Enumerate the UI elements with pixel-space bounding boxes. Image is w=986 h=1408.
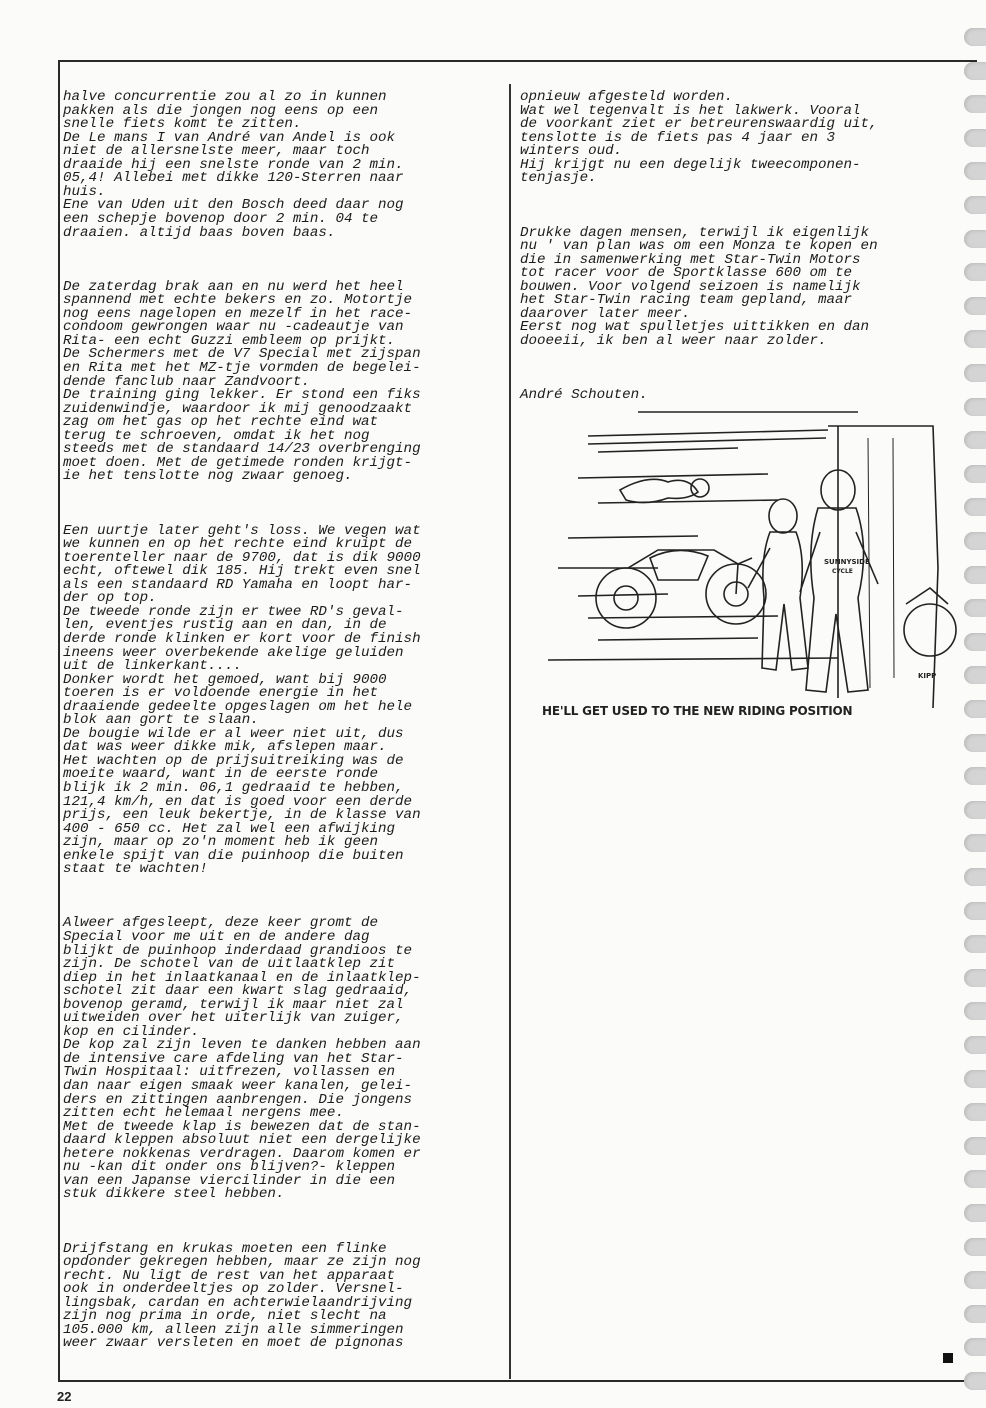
paragraph: De zaterdag brak aan en nu werd het heel spannend met echte bekers en zo. Motortje nog eens nagelopen en mezelf in het race- condoom gewrongen waar nu -cadeautje van Rita- een echt Guzzi embleem op prijkt. De Schermers met de V7 Special met zijspan en Rita met het MZ-tje vormden de begelei- dende fanclub naar Zandvoort. De training ging lekker. Er stond een fiks zuidenwindje, waardoor ik mij genoodzaakt zag om het gas op het rechte eind wat terug te schroeven, omdat ik het nog steeds met de standaard 14/23 overbrenging moet doen. Met de getimede ronden krijgt- ie het tenslotte nog zwaar genoeg.: [63, 278, 421, 485]
binder-hole: [964, 1305, 986, 1323]
binder-hole: [964, 1103, 986, 1121]
binder-hole: [964, 330, 986, 348]
binder-hole: [964, 767, 986, 785]
end-of-article-mark: [943, 1353, 953, 1363]
left-column: [63, 64, 503, 1378]
binder-hole: [964, 1002, 986, 1020]
binder-hole: [964, 700, 986, 718]
binder-hole: [964, 1372, 986, 1390]
binder-hole: [964, 599, 986, 617]
binder-hole: [964, 431, 986, 449]
binder-hole: [964, 263, 986, 281]
paragraph: halve concurrentie zou al zo in kunnen pakken als die jongen nog eens op een snelle fiets komt te zitten. De Le mans I van André van Andel is ook niet de allersnelste meer, maar toch draaide hij een snelste ronde van 2 min. 05,4! Allebei met dikke 120-Sterren naar huis. Ene van Uden uit den Bosch deed daar nog een schepje bovenop door 2 min. 04 te draaien. altijd baas boven baas.: [63, 89, 404, 241]
binder-hole: [964, 465, 986, 483]
binder-hole: [964, 1271, 986, 1289]
binder-hole: [964, 297, 986, 315]
binder-hole: [964, 498, 986, 516]
binder-hole: [964, 1204, 986, 1222]
binder-hole: [964, 1036, 986, 1054]
cartoon-caption: HE'LL GET USED TO THE NEW RIDING POSITION: [542, 704, 853, 718]
binder-hole: [964, 801, 986, 819]
binder-hole: [964, 969, 986, 987]
binder-holes: [964, 28, 986, 1408]
binder-hole: [964, 532, 986, 550]
binder-hole: [964, 1170, 986, 1188]
binder-hole: [964, 62, 986, 80]
binder-hole: [964, 566, 986, 584]
binder-hole: [964, 364, 986, 382]
paragraph: Drijfstang en krukas moeten een flinke opdonder gekregen hebben, maar ze zijn nog recht. Nu ligt de rest van het apparaat ook in onderdeeltjes op zolder. Versnel- lingsbak, cardan en achterwielaandrijving zijn nog prima in orde, niet slecht na 105.000 km, alleen zijn alle simmeringen weer zwaar versleten en moet de pignonas: [63, 1240, 421, 1352]
artist-signature: KIPP: [918, 672, 937, 680]
binder-hole: [964, 1137, 986, 1155]
author-signature: André Schouten.: [520, 387, 648, 404]
binder-hole: [964, 1070, 986, 1088]
binder-hole: [964, 129, 986, 147]
column-divider: [509, 84, 511, 1379]
binder-hole: [964, 734, 986, 752]
paragraph: Een uurtje later geht's loss. We vegen wat we kunnen en op het rechte eind kruipt de toerenteller naar de 9700, dat is dik 9000 echt, oftewel dik 185. Hij trekt even snel als een standaard RD Yamaha en loopt har- der op top. De tweede ronde zijn er twee RD's geval- len, eventjes rustig aan en dan, in de derde ronde klinken er kort voor de finish ineens weer overbekende akelige geluiden uit de linkerkant.... Donker wordt het gemoed, want bij 9000 toeren is er voldoende energie in het draaiende gedeelte opgeslagen om het hele blok aan gort te slaan. De bougie wilde er al weer niet uit, dus dat was weer dikke mik, afslepen maar. Het wachten op de prijsuitreiking was de moeite waard, want in de eerste ronde blijk ik 2 min. 06,1 gedraaid te hebben, 121,4 km/h, en dat is goed voor een derde prijs, een leuk bekertje, in de klasse van 400 - 650 cc. Het zal wel een afwijking zijn, maar op zo'n moment heb ik geen enkele spijt van die puinhoop die buiten staat te wachten!: [63, 522, 421, 878]
binder-hole: [964, 196, 986, 214]
binder-hole: [964, 633, 986, 651]
paragraph: Alweer afgesleept, deze keer gromt de Special voor me uit en de andere dag blijkt de puinhoop inderdaad grandioos te zijn. De schotel van de uitlaatklep zit diep in het inlaatkanaal en de inlaatklep- schotel zit daar een kwart slag gedraaid, bovenop geramd, terwijl ik maar niet zal uitweiden over het uiterlijk van zuiger, kop en cilinder. De kop zal zijn leven te danken hebben aan de intensive care afdeling van het Star- Twin Hospitaal: uitfrezen, vollassen en dan naar eigen smaak weer kanalen, gelei- ders en zittingen aanbrengen. Die jongens zitten echt helemaal nergens mee. Met de tweede klap is bewezen dat de stan- daard kleppen absoluut niet een dergelijke hetere nokkenas verdragen. Daarom komen er nu -kan dit onder ons blijven?- kleppen van een Japanse viercilinder in die een stuk dikkere steel hebben.: [63, 915, 421, 1203]
paragraph: opnieuw afgesteld worden. Wat wel tegenvalt is het lakwerk. Vooral de voorkant ziet er betreurenswaardig uit, tenslotte is de fiets pas 4 jaar en 3 winters oud. Hij krijgt nu een degelijk tweecomponen- tenjasje.: [520, 89, 878, 187]
shirt-text: SUNNYSIDE: [824, 558, 870, 566]
paragraph: Drukke dagen mensen, terwijl ik eigenlijk nu ' van plan was om een Monza te kopen en die in samenwerking met Star-Twin Motors tot racer voor de Sportklasse 600 om te bouwen. Voor volgend seizoen is namelijk het Star-Twin racing team gepland, maar daarover later meer. Eerst nog wat spulletjes uittikken en dan dooeeii, ik ben al weer naar zolder.: [520, 224, 878, 349]
binder-hole: [964, 902, 986, 920]
binder-hole: [964, 834, 986, 852]
binder-hole: [964, 1238, 986, 1256]
binder-hole: [964, 868, 986, 886]
binder-hole: [964, 162, 986, 180]
page-number: 22: [57, 1389, 72, 1404]
binder-hole: [964, 398, 986, 416]
binder-hole: [964, 230, 986, 248]
binder-hole: [964, 666, 986, 684]
binder-hole: [964, 935, 986, 953]
binder-hole: [964, 1338, 986, 1356]
binder-hole: [964, 28, 986, 46]
right-column: [520, 64, 960, 430]
cartoon-illustration: [538, 408, 958, 728]
binder-hole: [964, 95, 986, 113]
shirt-text: CYCLE: [832, 568, 853, 575]
